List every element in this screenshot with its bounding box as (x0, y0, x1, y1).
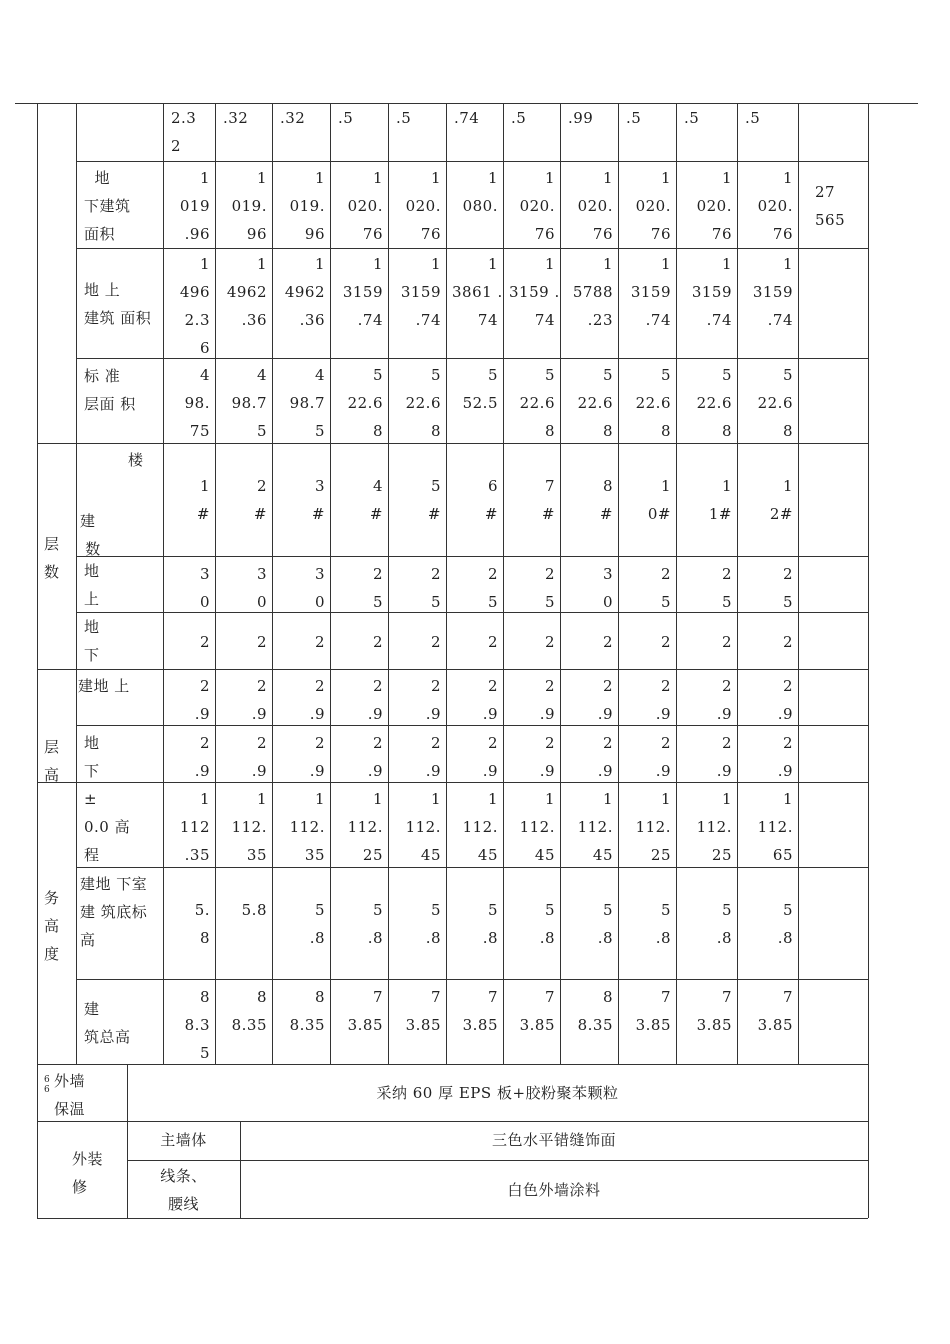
table-cell: 3 0 (602, 565, 613, 611)
table-cell: 2 (487, 633, 498, 651)
table-rule (76, 248, 868, 249)
table-cell: 2 .9 (539, 734, 555, 780)
table-cell: 6 # (484, 477, 498, 523)
table-cell: 4 # (369, 477, 383, 523)
row-label: ± 0.0 高 程 (84, 790, 131, 864)
table-rule (37, 669, 868, 670)
table-cell: 5 22.6 8 (347, 366, 383, 440)
table-cell: .5 (511, 109, 527, 127)
table-cell: 1 112. 35 (231, 790, 267, 864)
table-cell: 2 .9 (425, 677, 441, 723)
table-cell: 5 .8 (777, 901, 793, 947)
table-rule (37, 1121, 868, 1122)
table-cell: 2 5 (487, 565, 498, 611)
table-rule (503, 103, 504, 1064)
table-cell: 1 020. 76 (635, 169, 671, 243)
table-cell: 2 (199, 633, 210, 651)
table-cell: 3 0 (256, 565, 267, 611)
table-cell: 8 # (599, 477, 613, 523)
table-cell: 2 (256, 633, 267, 651)
table-cell: 2 5 (430, 565, 441, 611)
table-cell: .74 (454, 109, 480, 127)
table-cell: 2 .9 (655, 677, 671, 723)
main-wall-label: 主墙体 (160, 1131, 207, 1149)
table-rule (676, 103, 677, 1064)
table-cell: 2 .9 (597, 734, 613, 780)
table-cell: 1 020. 76 (405, 169, 441, 243)
table-cell: 1 4962 .36 (226, 255, 267, 329)
decoration-label: 外装 修 (72, 1150, 104, 1196)
table-cell: 1 020. 76 (577, 169, 613, 243)
table-cell: 2 .9 (539, 677, 555, 723)
table-cell: 5.8 (241, 901, 267, 919)
table-cell: 7 3.85 (696, 988, 732, 1034)
table-cell: 2 .9 (251, 677, 267, 723)
table-cell: 1 0# (647, 477, 671, 523)
table-cell: 4 98.7 5 (231, 366, 267, 440)
table-cell: 5 22.6 8 (696, 366, 732, 440)
group-label-building-height: 务 高 度 (44, 889, 60, 963)
total-underground-area: 27 565 (815, 183, 846, 229)
table-cell: 1 4962 .36 (284, 255, 325, 329)
table-cell: 1 020. 76 (519, 169, 555, 243)
row-label: 地 下 (84, 618, 100, 664)
table-cell: 5 .8 (597, 901, 613, 947)
table-cell: 1 496 2.3 6 (179, 255, 210, 357)
table-cell: 1 112. 45 (577, 790, 613, 864)
table-cell: 1 020. 76 (757, 169, 793, 243)
table-cell: 3 0 (199, 565, 210, 611)
insulation-label: 外墙 保温 (54, 1072, 86, 1118)
table-cell: 5 .8 (425, 901, 441, 947)
insulation-value: 采纳 60 厚 EPS 板+胶粉聚苯颗粒 (376, 1084, 619, 1102)
table-cell: 2 5 (544, 565, 555, 611)
table-cell: 1 020. 76 (347, 169, 383, 243)
table-cell: 2 (721, 633, 732, 651)
table-cell: 1 080. (462, 169, 498, 215)
table-cell: 2 .9 (597, 677, 613, 723)
table-cell: 3 # (311, 477, 325, 523)
table-cell: 2 .9 (777, 677, 793, 723)
table-cell: 7 3.85 (757, 988, 793, 1034)
table-cell: 1 3159 . 74 (509, 255, 560, 329)
table-cell: 4 98. 75 (184, 366, 210, 440)
row-label: 地 下 (84, 734, 100, 780)
table-cell: 5 .8 (367, 901, 383, 947)
table-cell: 2 (430, 633, 441, 651)
table-cell: 5 # (427, 477, 441, 523)
table-cell: 7 # (541, 477, 555, 523)
table-cell: .5 (745, 109, 761, 127)
table-cell: 1 112. 45 (519, 790, 555, 864)
table-cell: 1 019 .96 (179, 169, 210, 243)
table-cell: 5 22.6 8 (635, 366, 671, 440)
group-label-height: 层 高 (44, 738, 60, 784)
table-cell: 5 .8 (309, 901, 325, 947)
table-cell: 1 1# (708, 477, 732, 523)
table-cell: 8 8.3 5 (184, 988, 210, 1062)
table-rule (330, 103, 331, 1064)
table-cell: 1 112. 25 (347, 790, 383, 864)
table-cell: 7 3.85 (519, 988, 555, 1034)
row-label: 建地 下室 建 筑底标 高 (80, 875, 148, 949)
table-cell: 7 3.85 (347, 988, 383, 1034)
table-cell: 5. 8 (194, 901, 210, 947)
table-cell: 1 020. 76 (696, 169, 732, 243)
table-cell: 1 112. 65 (757, 790, 793, 864)
table-cell: 1 3159 .74 (400, 255, 441, 329)
table-cell: 5 22.6 8 (405, 366, 441, 440)
table-cell: 1 3861 . 74 (452, 255, 503, 329)
table-cell: 2 .9 (194, 677, 210, 723)
lines-label: 线条、 腰线 (160, 1167, 207, 1213)
table-cell: 1 112. 25 (696, 790, 732, 864)
table-cell: 1 # (196, 477, 210, 523)
table-cell: 3 0 (314, 565, 325, 611)
table-cell: 1 3159 .74 (342, 255, 383, 329)
table-cell: 1 112. 25 (635, 790, 671, 864)
table-cell: .5 (626, 109, 642, 127)
table-cell: 1 5788 .23 (572, 255, 613, 329)
table-cell: 8 8.35 (289, 988, 325, 1034)
table-rule (798, 103, 799, 1064)
right-rule (868, 103, 869, 1218)
table-cell: 2 .9 (309, 734, 325, 780)
table-cell: 2 (314, 633, 325, 651)
table-cell: 1 112. 35 (289, 790, 325, 864)
row-label: 建地 上 (78, 677, 130, 695)
table-rule (272, 103, 273, 1064)
table-cell: 2 .9 (777, 734, 793, 780)
table-cell: 4 98.7 5 (289, 366, 325, 440)
table-cell: 5 22.6 8 (757, 366, 793, 440)
table-cell: .5 (338, 109, 354, 127)
table-cell: 2 .9 (194, 734, 210, 780)
table-cell: 5 22.6 8 (577, 366, 613, 440)
table-cell: 2 (544, 633, 555, 651)
table-cell: 2 (660, 633, 671, 651)
left-rule (37, 103, 38, 1218)
table-cell: .32 (223, 109, 249, 127)
table-rule (215, 103, 216, 1064)
table-cell: 2 5 (372, 565, 383, 611)
table-cell: 2 5 (660, 565, 671, 611)
bottom-rule (37, 1218, 868, 1219)
table-cell: 1 3159 .74 (691, 255, 732, 329)
table-cell: 1 112. 45 (405, 790, 441, 864)
table-cell: 1 019. 96 (289, 169, 325, 243)
table-cell: 2 5 (721, 565, 732, 611)
table-cell: .5 (396, 109, 412, 127)
table-cell: 1 019. 96 (231, 169, 267, 243)
table-cell: 2 .9 (251, 734, 267, 780)
row-label: 楼 (128, 451, 144, 469)
table-rule (76, 979, 868, 980)
table-cell: 2 .9 (367, 677, 383, 723)
group-label-floors: 层 数 (44, 535, 60, 581)
table-cell: 2 .9 (367, 734, 383, 780)
row-label: 标 准 层面 积 (84, 367, 136, 413)
table-rule (737, 103, 738, 1064)
table-cell: 5 .8 (482, 901, 498, 947)
table-cell: 1 112. 45 (462, 790, 498, 864)
table-rule (618, 103, 619, 1064)
table-cell: 2 .9 (482, 677, 498, 723)
table-cell: 5 22.6 8 (519, 366, 555, 440)
table-rule (127, 1160, 868, 1161)
row-label: 建 数 (80, 512, 101, 558)
table-cell: 2 .9 (482, 734, 498, 780)
table-rule (76, 103, 77, 1064)
table-cell: .5 (684, 109, 700, 127)
table-cell: 1 3159 .74 (752, 255, 793, 329)
row-label: 地 下建筑 面积 (84, 169, 131, 243)
row-label: 地 上 (84, 562, 100, 608)
table-cell: 2 .9 (425, 734, 441, 780)
table-cell: 2 .9 (716, 734, 732, 780)
table-cell: 5 .8 (539, 901, 555, 947)
table-cell: 2 (602, 633, 613, 651)
table-cell: 5 .8 (716, 901, 732, 947)
table-cell: 2 # (253, 477, 267, 523)
lines-value: 白色外墙涂料 (507, 1181, 601, 1199)
table-cell: .32 (280, 109, 306, 127)
table-cell: 2 5 (782, 565, 793, 611)
table-cell: 2 .9 (655, 734, 671, 780)
table-cell: 5 .8 (655, 901, 671, 947)
table-cell: 2 (372, 633, 383, 651)
table-cell: 2 (782, 633, 793, 651)
table-rule (446, 103, 447, 1064)
table-cell: 8 8.35 (231, 988, 267, 1034)
table-cell: 7 3.85 (462, 988, 498, 1034)
table-cell: 2 .9 (309, 677, 325, 723)
row-label: 地 上 建筑 面积 (84, 281, 152, 327)
insulation-index: 6 6 (44, 1075, 51, 1095)
table-cell: 5 52.5 (462, 366, 498, 412)
table-cell: 2.3 2 (171, 109, 197, 155)
table-rule (76, 556, 868, 557)
table-cell: 7 3.85 (635, 988, 671, 1034)
table-cell: 1 2# (769, 477, 793, 523)
table-cell: 1 112 .35 (179, 790, 210, 864)
table-cell: .99 (568, 109, 594, 127)
table-rule (560, 103, 561, 1064)
table-cell: 7 3.85 (405, 988, 441, 1034)
table-rule (388, 103, 389, 1064)
table-rule (37, 1064, 868, 1065)
table-cell: 1 3159 .74 (630, 255, 671, 329)
row-label: 建 筑总高 (84, 1000, 131, 1046)
main-wall-value: 三色水平错缝饰面 (491, 1131, 616, 1149)
table-cell: 2 .9 (716, 677, 732, 723)
table-rule (76, 161, 868, 162)
table-cell: 8 8.35 (577, 988, 613, 1034)
